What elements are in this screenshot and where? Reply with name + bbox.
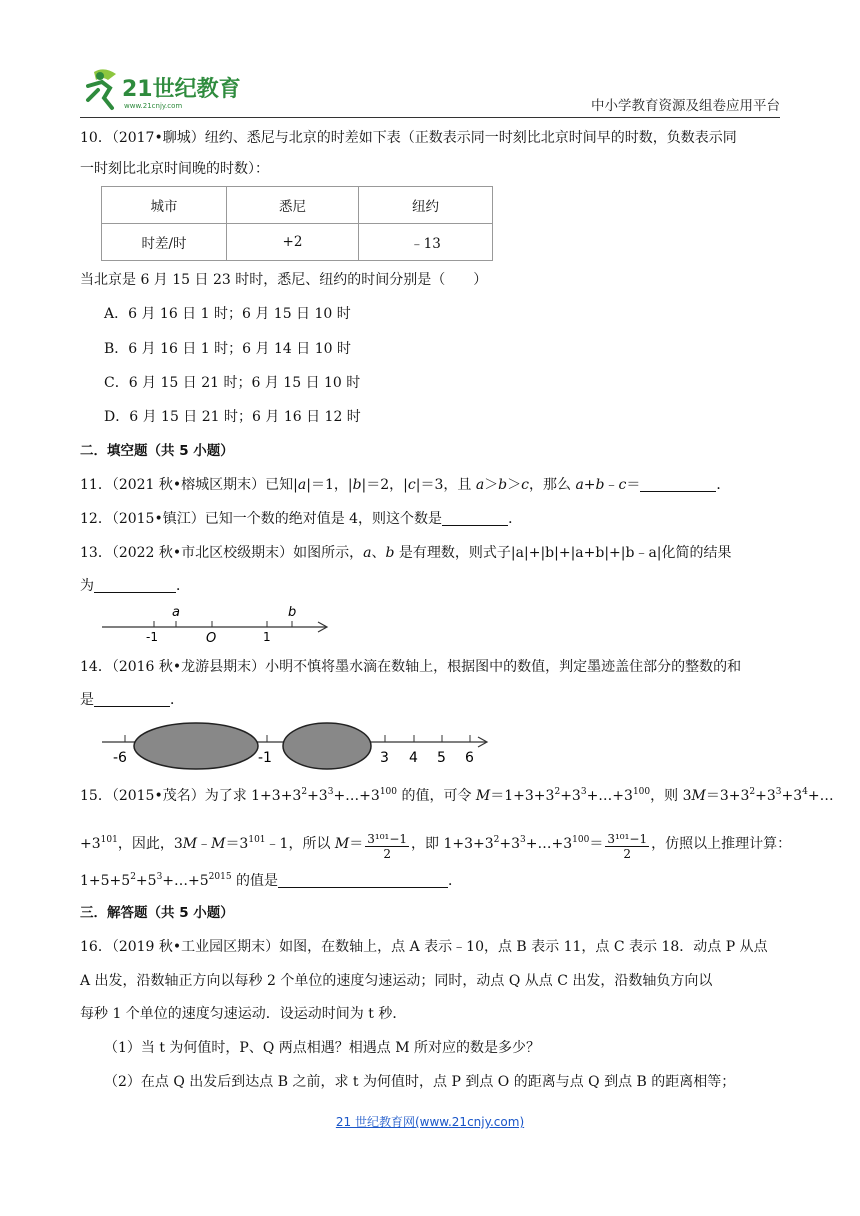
- page-header: [80, 64, 780, 116]
- tick-4: 4: [409, 750, 418, 766]
- tick-minus-6: -6: [113, 750, 127, 766]
- site-logo: [80, 66, 255, 112]
- q15-line2: $+3^{101}$，因此，$3M﹣M=3^{101}﹣1$，所以 M＝ $\frac{\text{3¹⁰¹−1}}{2}$ ，即 $1+3+3^2+3^3+\dots+3^{100}=$ $\frac{\text{3¹⁰¹−1}}{2}$ ，仿照以上推理计算：: [80, 832, 792, 861]
- tick-3: 3: [380, 750, 389, 766]
- time-difference-table: [101, 186, 493, 261]
- q10-option-c: C．6 月 15 日 21 时；6 月 15 日 10 时: [104, 375, 361, 391]
- q15-line3: $1+5+5^2+5^3+\dots+5^{2015}$ 的值是 ．: [80, 872, 463, 889]
- header-rule: [80, 117, 780, 118]
- q13-line2: 为 ．: [80, 578, 190, 594]
- fraction-1: $\frac{\text{3¹⁰¹−1}}{2}$: [367, 832, 408, 861]
- table-header-city: 城市: [102, 187, 227, 224]
- fraction-2: $\frac{\text{3¹⁰¹−1}}{2}$: [607, 832, 648, 861]
- footer-link[interactable]: 21 世纪教育网(www.21cnjy.com): [335, 1115, 525, 1129]
- table-cell-newyork: ﹣13: [359, 224, 493, 261]
- ink-blot-right: [283, 723, 371, 769]
- q12-answer-blank: [442, 511, 508, 526]
- tick-origin: O: [206, 631, 217, 644]
- tick-6: 6: [465, 750, 474, 766]
- q10-line2: 一时刻比北京时间晚的时数）：: [80, 161, 269, 177]
- table-header-sydney: 悉尼: [227, 187, 359, 224]
- q10-option-a: A．6 月 16 日 1 时；6 月 15 日 10 时: [104, 306, 351, 322]
- ink-blot-left: [134, 723, 258, 769]
- q16-line2: A 出发，沿数轴正方向以每秒 2 个单位的速度匀速运动；同时，动点 Q 从点 C 出发，沿数轴负方向以: [80, 973, 713, 989]
- q10-stem: 当北京是 6 月 15 日 23 时时，悉尼、纽约的时间分别是（ ）: [80, 272, 488, 288]
- q13-line1: 13．（2022 秋•市北区校级期末）如图所示，a、b 是有理数，则式子|a|+|b|+|a+b|+|b﹣a|化简的结果: [80, 545, 732, 561]
- q10-option-d: D．6 月 15 日 21 时；6 月 16 日 12 时: [104, 409, 361, 425]
- q12: 12．（2015•镇江）已知一个数的绝对值是 4，则这个数是 ．: [80, 511, 523, 527]
- label-b: b: [288, 605, 297, 620]
- tick-5: 5: [437, 750, 446, 766]
- tick-1: 1: [263, 630, 271, 644]
- number-line-a-b: [96, 600, 336, 644]
- logo-url: www.21cnjy.com: [124, 102, 183, 110]
- section-solve: 三．解答题（共 5 小题）: [80, 905, 234, 921]
- platform-name: 中小学教育资源及组卷应用平台: [591, 98, 780, 114]
- tick-minus-1: -1: [258, 750, 272, 766]
- q15-answer-blank: [278, 873, 448, 888]
- table-header-newyork: 纽约: [359, 187, 493, 224]
- table-cell-sydney: +2: [227, 224, 359, 261]
- logo-text: 21世纪教育: [122, 77, 241, 102]
- ink-number-line: [96, 718, 496, 772]
- q14-line1: 14．（2016 秋•龙游县期末）小明不慎将墨水滴在数轴上，根据图中的数值，判定墨迹盖住部分的整数的和: [80, 659, 742, 675]
- q16-part1: （1）当 t 为何值时，P、Q 两点相遇？相遇点 M 所对应的数是多少？: [104, 1040, 541, 1056]
- q11: 11．（2021 秋•榕城区期末）已知|a|＝1，|b|＝2，|c|＝3，且 a＞b＞c，那么 a+b﹣c＝ ．: [80, 477, 731, 493]
- tick-minus-1: -1: [146, 630, 158, 644]
- q16-part2: （2）在点 Q 出发后到达点 B 之前，求 t 为何值时，点 P 到点 O 的距离与点 Q 到点 B 的距离相等；: [104, 1074, 736, 1090]
- q14-line2: 是 ．: [80, 692, 184, 708]
- q10-line1: 10．（2017•聊城）纽约、悉尼与北京的时差如下表（正数表示同一时刻比北京时间早的时数，负数表示同: [80, 130, 737, 146]
- q10-option-b: B．6 月 16 日 1 时；6 月 14 日 10 时: [104, 341, 351, 357]
- table-row-label: 时差/时: [102, 224, 227, 261]
- page-footer: [0, 1113, 860, 1130]
- q16-line1: 16．（2019 秋•工业园区期末）如图，在数轴上，点 A 表示﹣10，点 B 表示 11，点 C 表示 18．动点 P 从点: [80, 939, 768, 955]
- q15-line1: 15．（2015•茂名）为了求 $1+3+3^2+3^3+\dots+3^{100}$ 的值，可令 $M=1+3+3^2+3^3+\dots+3^{100}$，则 $3M=3+3^2+3^3+3^4+\dots$: [80, 787, 834, 804]
- q11-answer-blank: [640, 477, 716, 492]
- q13-answer-blank: [94, 578, 176, 593]
- q16-line3: 每秒 1 个单位的速度匀速运动．设运动时间为 t 秒．: [80, 1006, 407, 1022]
- q14-answer-blank: [94, 692, 170, 707]
- section-fill-blank: 二．填空题（共 5 小题）: [80, 443, 234, 459]
- label-a: a: [172, 605, 180, 620]
